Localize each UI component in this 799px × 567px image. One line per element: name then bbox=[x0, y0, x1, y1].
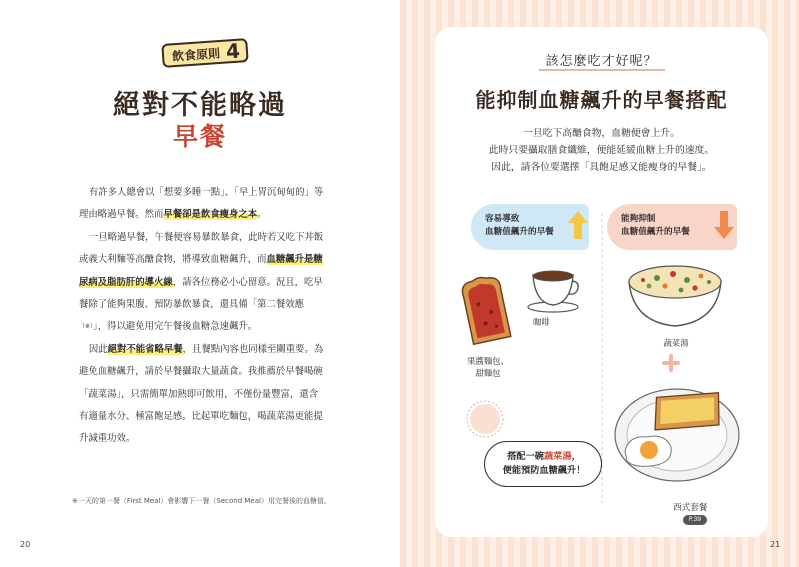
vegetable-soup-icon bbox=[625, 260, 725, 332]
banner-spike-breakfast bbox=[471, 204, 589, 250]
content-card bbox=[435, 27, 768, 537]
bubble-text bbox=[485, 450, 603, 478]
banner-control-breakfast bbox=[607, 204, 737, 250]
page-number-left: 20 bbox=[20, 540, 31, 549]
coffee-label: 咖啡 bbox=[533, 317, 550, 327]
subtitle-underline bbox=[539, 69, 665, 71]
bread-label bbox=[453, 355, 523, 379]
desc-line: 因此，請各位要選擇「具飽足感又能瘦身的早餐」。 bbox=[491, 162, 712, 173]
text-run: 搭配一碗 bbox=[507, 451, 544, 462]
arrow-down-icon bbox=[713, 210, 735, 240]
text-run: ，且餐點內容也同樣至關重要。為避免血糖飆升，請於早餐攝取大量蔬食。我推薦於早餐喝碗「蔬菜湯」，只需簡單加熱即可飲用，不僅份量豐富，還含有適量水分、極富飽足感。比起單吃麵包，喝蔬菜湯更能提升減重功效。 bbox=[79, 343, 324, 445]
banner-line: 能夠抑制 bbox=[621, 214, 656, 224]
text-run: 。 bbox=[257, 209, 267, 221]
tip-bubble bbox=[484, 441, 602, 487]
coffee-cup-icon bbox=[527, 267, 583, 313]
highlight-text: 絕對不能省略早餐 bbox=[107, 343, 183, 355]
highlight-text: 蔬菜湯 bbox=[544, 451, 572, 462]
desc-line: 一旦吃下高醣食物，血糖便會上升。 bbox=[523, 128, 680, 139]
banner-text bbox=[485, 213, 554, 239]
page-number-right: 21 bbox=[770, 540, 781, 549]
text-run: 」，得以避免用完午餐後血糖急速飆升。 bbox=[93, 321, 258, 333]
bubble-line-2: 便能預防血糖飆升！ bbox=[502, 465, 586, 476]
banner-text bbox=[621, 213, 690, 239]
dotted-circle-decoration bbox=[465, 399, 505, 439]
tag-number: 4 bbox=[225, 38, 241, 64]
label-line: 果醬麵包、 bbox=[467, 356, 509, 366]
arrow-up-icon bbox=[567, 210, 589, 240]
label-line: 甜麵包 bbox=[475, 368, 501, 378]
principle-tag bbox=[162, 37, 248, 69]
text-run: 一旦略過早餐，午餐便容易暴飲暴食，此時若又吃下丼飯或義大利麵等高醣食物，將導致血糖飆升，而 bbox=[79, 231, 324, 266]
highlight-text: 早餐卻是飲食瘦身之本 bbox=[163, 209, 258, 221]
plus-icon bbox=[661, 353, 681, 373]
banner-line: 血糖值飆升的早餐 bbox=[621, 227, 690, 237]
banner-line: 血糖值飆升的早餐 bbox=[485, 227, 554, 237]
body-text bbox=[79, 182, 324, 451]
western-set-icon bbox=[613, 377, 741, 497]
paragraph-1 bbox=[79, 182, 324, 227]
text-run: ，請各位務必小心留意。況且，吃早餐除了能夠果腹、預防暴飲暴食，還具備「第二餐效應 bbox=[79, 276, 323, 311]
page-title-line2: 早餐 bbox=[172, 122, 227, 151]
text-run: ， bbox=[571, 451, 581, 462]
footnote: ※一天的第一餐（First Meal）會影響下一餐（Second Meal）用完餐後的血糖值。 bbox=[72, 497, 331, 505]
paragraph-2 bbox=[79, 227, 324, 339]
bubble-line-1 bbox=[485, 450, 603, 464]
card-subtitle: 該怎麼吃才好呢？ bbox=[545, 54, 658, 69]
page-ref-badge: P.39 bbox=[683, 515, 707, 525]
tag-label: 飲食原則 bbox=[171, 46, 221, 64]
western-set-label: 西式套餐 bbox=[673, 503, 708, 513]
banner-line: 容易導致 bbox=[485, 214, 520, 224]
page-title-line1: 絕對不能略過 bbox=[113, 90, 287, 121]
card-description bbox=[435, 125, 768, 176]
card-title: 能抑制血糖飆升的早餐搭配 bbox=[475, 88, 728, 112]
footnote-mark: （※） bbox=[79, 323, 94, 331]
text-run: 有許多人總會以「想要多睡一點」、「早上胃沉甸甸的」等理由略過早餐。然而 bbox=[79, 187, 324, 221]
jam-toast-icon bbox=[455, 275, 517, 347]
right-page bbox=[400, 0, 799, 567]
desc-line: 此時只要攝取膳食纖維，便能延緩血糖上升的速度。 bbox=[488, 145, 715, 156]
soup-label: 蔬菜湯 bbox=[663, 338, 689, 348]
paragraph-3 bbox=[79, 339, 324, 451]
highlight-text: 血糖飆升是糖尿病及脂肪肝的導火線 bbox=[79, 254, 323, 288]
text-run: 因此 bbox=[88, 343, 108, 355]
